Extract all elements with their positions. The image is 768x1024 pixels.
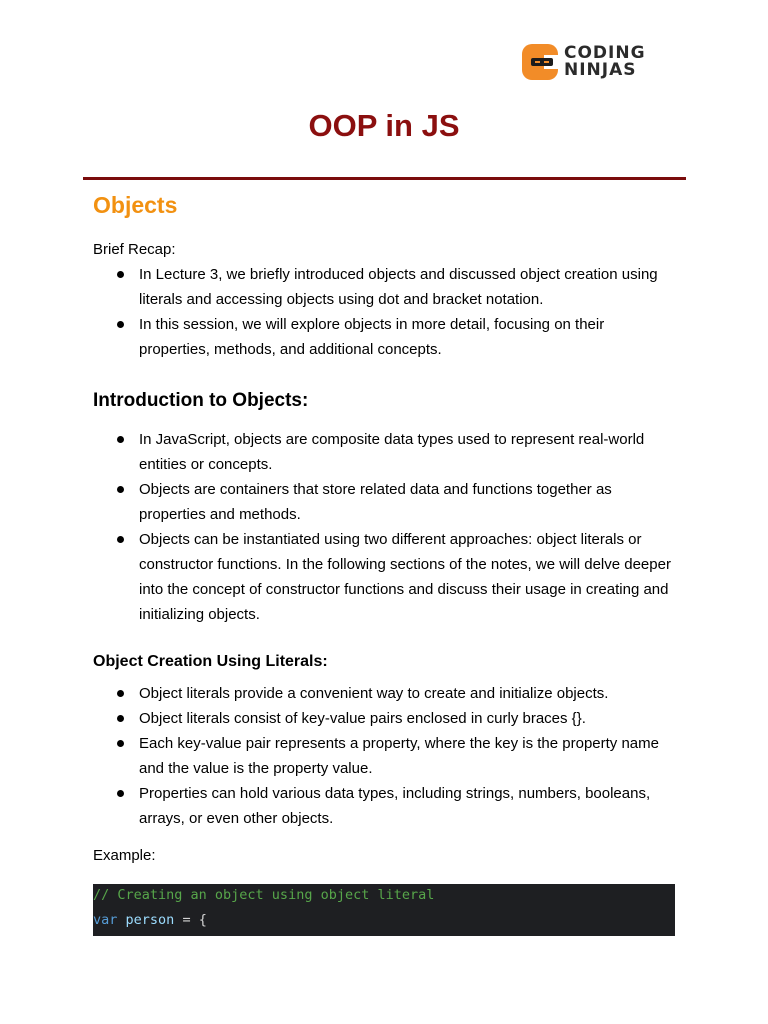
list-item: Objects can be instantiated using two different approaches: object literals or constructor functions. In the following sections of the notes, we will delve deeper into the concept of constructor functions and discuss their usage in creating and initializing objects.	[139, 527, 678, 627]
example-label: Example:	[93, 847, 156, 864]
code-comment: // Creating an object using object literal	[93, 887, 435, 903]
code-keyword: var	[93, 912, 118, 928]
document-body	[93, 190, 678, 936]
list-item: Object literals consist of key-value pairs enclosed in curly braces {}.	[139, 706, 678, 731]
code-block	[93, 884, 675, 936]
intro-list	[93, 427, 678, 627]
list-item: Each key-value pair represents a property, where the key is the property name and the value is the property value.	[139, 731, 678, 781]
ninja-mask-icon	[522, 44, 558, 80]
logo-text	[564, 45, 646, 79]
code-identifier: person	[125, 912, 175, 928]
list-item: In JavaScript, objects are composite data types used to represent real-world entities or concepts.	[139, 427, 678, 477]
list-item: In this session, we will explore objects in more detail, focusing on their properties, methods, and additional concepts.	[139, 312, 678, 362]
list-item: Object literals provide a convenient way to create and initialize objects.	[139, 681, 678, 706]
logo-line-1: CODING	[564, 43, 646, 63]
code-line-1	[93, 884, 675, 909]
section-heading-objects: Objects	[93, 192, 178, 218]
heading-object-creation-literals: Object Creation Using Literals:	[93, 653, 328, 670]
code-operator: = {	[174, 912, 207, 928]
literals-list	[93, 681, 678, 831]
document-title: OOP in JS	[308, 108, 460, 143]
list-item: Objects are containers that store related data and functions together as properties and methods.	[139, 477, 678, 527]
list-item: In Lecture 3, we briefly introduced objects and discussed object creation using literals and accessing objects using dot and bracket notation.	[139, 262, 678, 312]
logo-line-2: NINJAS	[564, 60, 637, 80]
list-item: Properties can hold various data types, including strings, numbers, booleans, arrays, or even other objects.	[139, 781, 678, 831]
coding-ninjas-logo	[522, 44, 646, 80]
recap-label: Brief Recap:	[93, 241, 176, 258]
heading-introduction-to-objects: Introduction to Objects:	[93, 390, 309, 411]
code-line-2	[93, 909, 675, 934]
recap-list	[93, 262, 678, 362]
title-divider	[83, 177, 686, 180]
